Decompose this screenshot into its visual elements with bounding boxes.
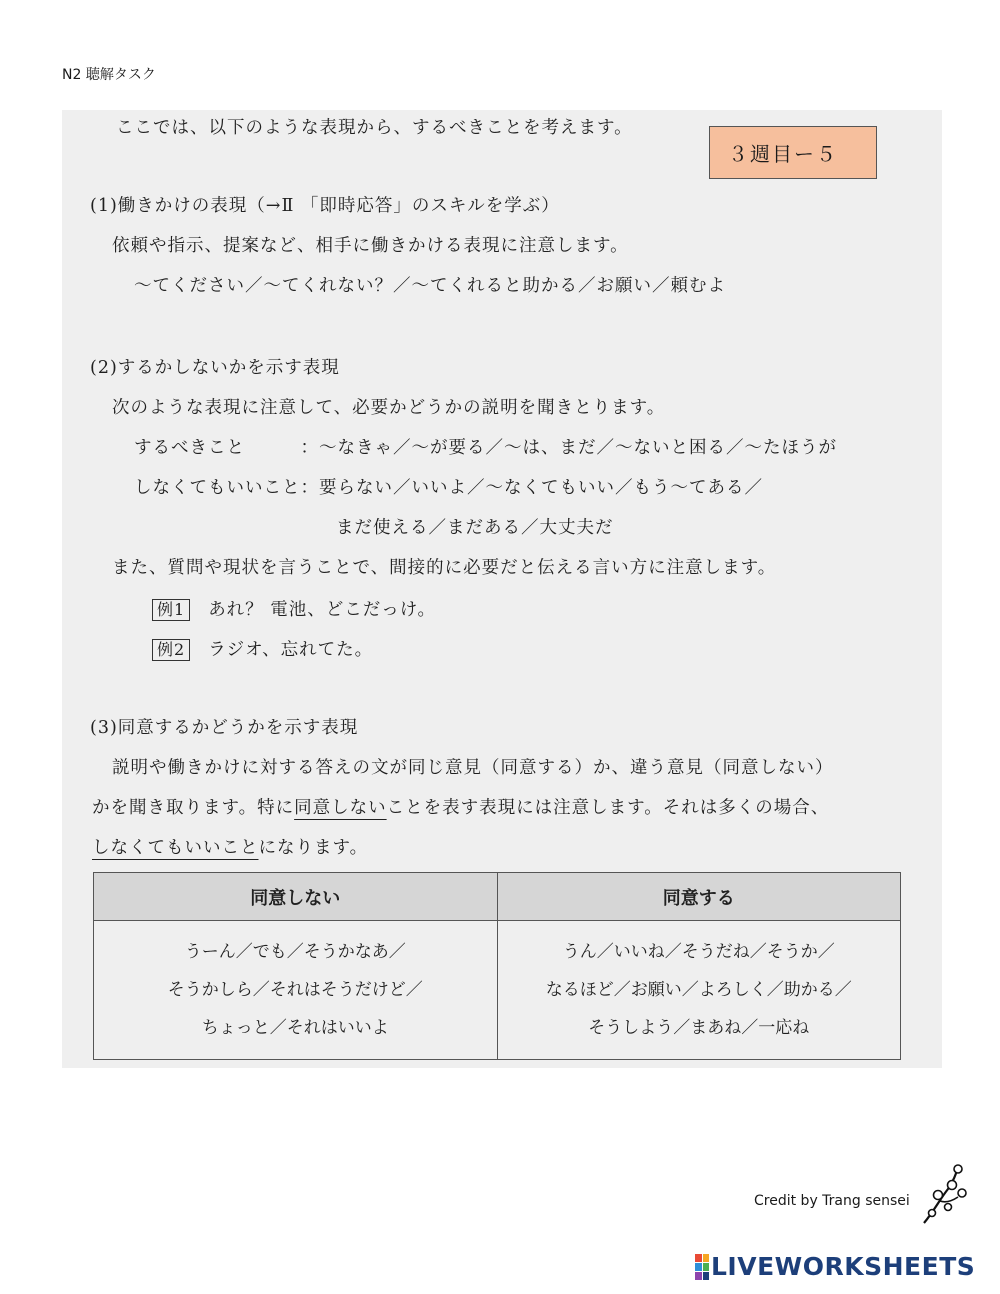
example-1-text: あれ？ 電池、どこだっけ。 [208, 600, 437, 620]
indirect-text: また、質問や現状を言うことで、間接的に必要だと伝える言い方に注意します。 [112, 558, 777, 578]
example-2-tag: 例2 [152, 639, 190, 661]
agree-line: そうしよう／まあね／一応ね [588, 1018, 810, 1038]
section3-desc-3 [92, 834, 368, 859]
section2-title: (2)するかしないかを示す表現 [90, 358, 340, 378]
header-disagree: 同意しない [94, 873, 498, 921]
section1-examples: 〜てください／〜てくれない？／〜てくれると助かる／お願い／頼むよ [134, 276, 726, 296]
need-not-row-cont: まだ使える／まだある／大丈夫だ [336, 518, 614, 538]
disagree-line: うーん／でも／そうかなあ／ [184, 942, 406, 962]
example-2 [152, 636, 373, 661]
brand-name: LIVEWORKSHEETS [711, 1252, 976, 1281]
desc2-part-c: ことを表す表現には注意します。それは多くの場合、 [386, 798, 830, 818]
desc2-underlined: 同意しない [294, 798, 387, 818]
disagree-cell [94, 921, 498, 1060]
intro-text: ここでは、以下のような表現から、するべきことを考えます。 [116, 118, 633, 138]
should-do-row: するべきこと ：〜なきゃ／〜が要る／〜は、まだ／〜ないと困る／〜たほうが [134, 438, 837, 458]
desc2-part-a: かを聞き取ります。特に [92, 798, 295, 818]
section3-desc-1: 説明や働きかけに対する答えの文が同じ意見（同意する）か、違う意見（同意しない） [112, 758, 834, 778]
sakura-branch-icon [918, 1163, 968, 1225]
section1-title: (1)働きかけの表現（→Ⅱ 「即時応答」のスキルを学ぶ） [90, 196, 560, 216]
section2-desc: 次のような表現に注意して、必要かどうかの説明を聞きとります。 [112, 398, 666, 418]
desc3-underlined: しなくてもいいこと [92, 838, 259, 858]
disagree-line: ちょっと／それはいいよ [201, 1018, 389, 1038]
section1-desc: 依頼や指示、提案など、相手に働きかける表現に注意します。 [112, 236, 629, 256]
desc3-part-b: になります。 [258, 838, 369, 858]
example-2-text: ラジオ、忘れてた。 [208, 640, 374, 660]
header-agree: 同意する [497, 873, 901, 921]
week-label-box: ３週目ー５ [709, 126, 877, 179]
section3-desc-2 [92, 794, 829, 819]
credit-text: Credit by Trang sensei [754, 1193, 910, 1209]
agree-line: うん／いいね／そうだね／そうか／ [562, 942, 835, 962]
agreement-table [93, 872, 901, 1060]
need-not-row: しなくてもいいこと：要らない／いいよ／〜なくてもいい／もう〜てある／ [134, 478, 763, 498]
agree-cell [497, 921, 901, 1060]
example-1 [152, 596, 436, 621]
agree-line: なるほど／お願い／よろしく／助かる／ [545, 980, 852, 1000]
brand-logo [695, 1252, 975, 1281]
example-1-tag: 例1 [152, 599, 190, 621]
disagree-line: そうかしら／それはそうだけど／ [167, 980, 423, 1000]
section3-title: (3)同意するかどうかを示す表現 [90, 718, 359, 738]
brand-mark-icon [695, 1254, 709, 1280]
document-label: N2 聴解タスク [62, 67, 156, 83]
